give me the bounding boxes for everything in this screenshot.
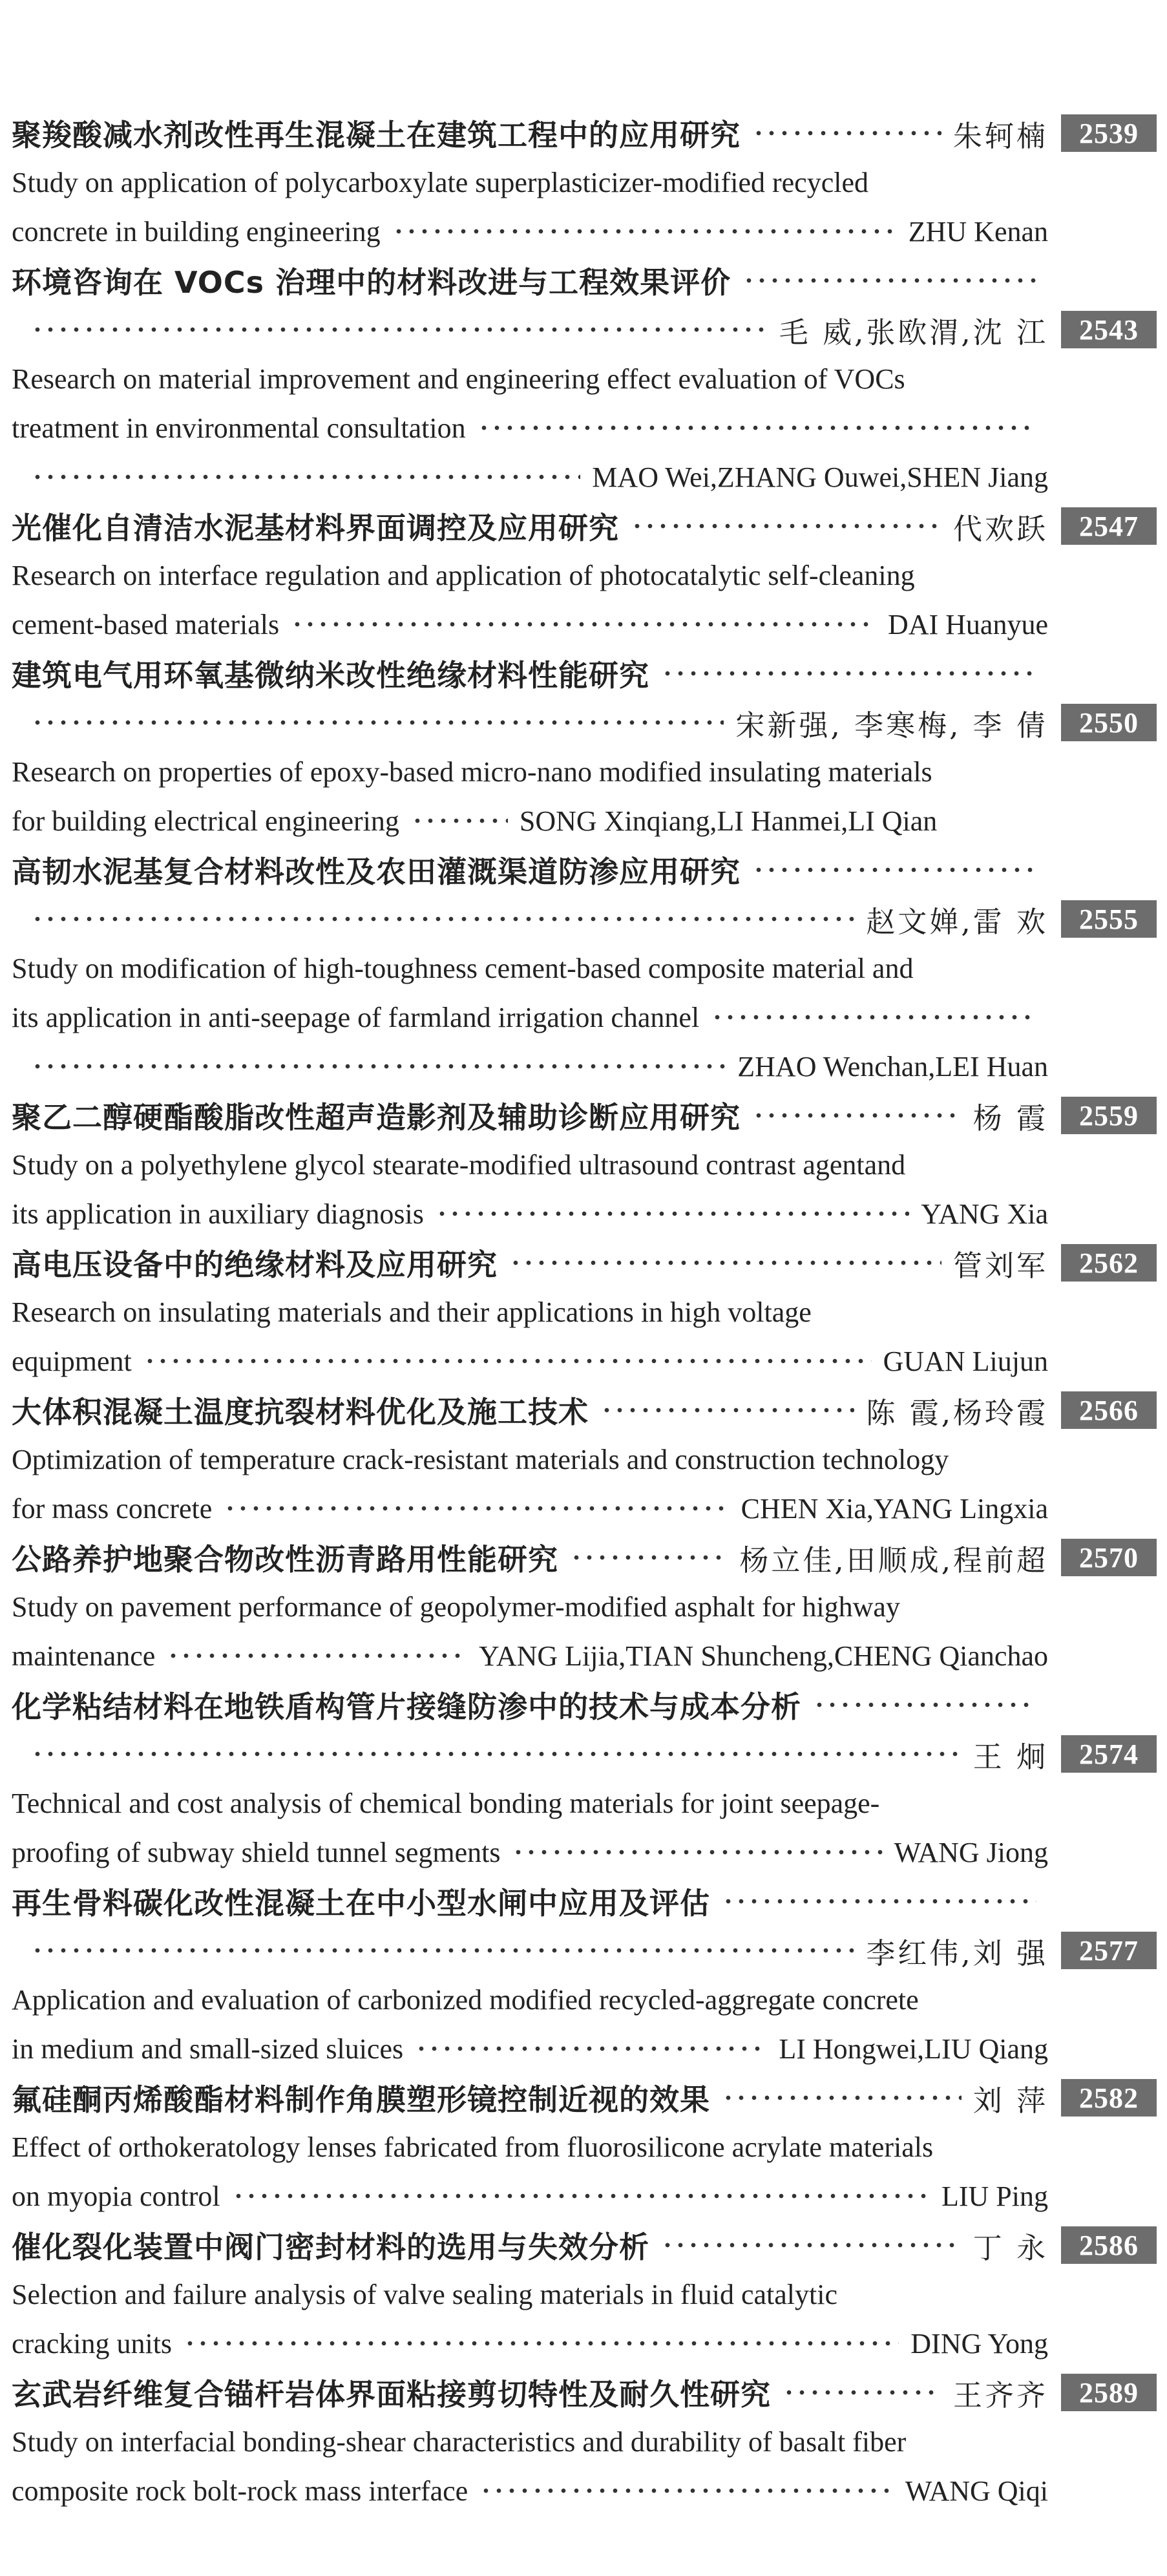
toc-en-line: [12, 2122, 1157, 2171]
page-number-badge: 2566: [1061, 1391, 1157, 1429]
toc-en-line: [12, 452, 1157, 501]
zh-authors: 杨立佳,田顺成,程前超: [739, 1543, 1048, 1578]
dot-leader: [184, 2340, 899, 2347]
en-title: Selection and failure analysis of valve sealing materials in fluid catalytic: [12, 2278, 837, 2310]
en-authors: LIU Ping: [941, 2180, 1048, 2212]
page-number-badge: 2539: [1061, 114, 1157, 152]
toc-en-line: [12, 1140, 1157, 1189]
toc-zh-line: [12, 894, 1157, 944]
zh-authors: 刘 萍: [972, 2083, 1048, 2118]
zh-authors: 赵文婵,雷 欢: [866, 904, 1048, 939]
dot-leader: [509, 1260, 941, 1266]
toc-en-line: [12, 1779, 1157, 1828]
zh-title: 聚乙二醇硬酯酸脂改性超声造影剂及辅助诊断应用研究: [12, 1100, 741, 1135]
en-title: proofing of subway shield tunnel segments: [12, 1836, 501, 1868]
toc-zh-line: [12, 256, 1157, 305]
toc-en-line: [12, 1042, 1157, 1091]
en-authors: MAO Wei,ZHANG Ouwei,SHEN Jiang: [592, 461, 1048, 493]
dot-leader: [661, 670, 1036, 677]
en-title: its application in anti-seepage of farmland irrigation channel: [12, 1001, 700, 1033]
zh-title: 再生骨料碳化改性混凝土在中小型水闸中应用及评估: [12, 1886, 710, 1921]
zh-authors: 杨 霞: [972, 1101, 1048, 1135]
en-title: Study on application of polycarboxylate superplasticizer-modified recycled: [12, 166, 868, 198]
dot-leader: [752, 1112, 962, 1119]
en-authors: WANG Jiong: [894, 1836, 1048, 1868]
dot-leader: [31, 1947, 854, 1954]
toc-en-line: [12, 1484, 1157, 1533]
page-number-badge: 2577: [1061, 1932, 1157, 1969]
toc-entry: [12, 2073, 1157, 2221]
zh-authors: 毛 威,张欧渭,沈 江: [779, 315, 1048, 350]
zh-authors: 朱轲楠: [952, 118, 1048, 153]
en-authors: LI Hongwei,LIU Qiang: [779, 2032, 1048, 2065]
zh-title: 化学粘结材料在地铁盾构管片接缝防渗中的技术与成本分析: [12, 1689, 801, 1724]
en-authors: WANG Qiqi: [905, 2475, 1048, 2507]
en-title: Research on insulating materials and their applications in high voltage: [12, 1296, 812, 1328]
dot-leader: [742, 277, 1036, 284]
dot-leader: [722, 2095, 962, 2101]
dot-leader: [631, 523, 941, 529]
dot-leader: [411, 818, 508, 824]
en-authors: YANG Lijia,TIAN Shuncheng,CHENG Qianchao: [478, 1640, 1048, 1672]
toc-en-line: [12, 1975, 1157, 2024]
en-authors: CHEN Xia,YANG Lingxia: [741, 1492, 1048, 1525]
toc-entry: [12, 1091, 1157, 1238]
en-title: Study on modification of high-toughness cement-based composite material and: [12, 952, 914, 984]
toc-entry: [12, 649, 1157, 845]
dot-leader: [600, 1407, 854, 1413]
zh-authors: 陈 霞,杨玲霞: [866, 1395, 1048, 1430]
dot-leader: [783, 2389, 941, 2396]
dot-leader: [143, 1358, 872, 1364]
toc-zh-line: [12, 1729, 1157, 1779]
zh-authors: 王 炯: [972, 1739, 1048, 1774]
toc-en-line: [12, 1582, 1157, 1631]
en-title: equipment: [12, 1345, 132, 1377]
page-number-badge: 2589: [1061, 2374, 1157, 2411]
toc-en-line: [12, 1336, 1157, 1386]
toc-en-line: [12, 403, 1157, 452]
toc-en-line: [12, 158, 1157, 207]
zh-title: 光催化自清洁水泥基材料界面调控及应用研究: [12, 511, 619, 545]
toc-en-line: [12, 354, 1157, 403]
toc-entry: [12, 2368, 1157, 2515]
zh-title: 高电压设备中的绝缘材料及应用研究: [12, 1247, 498, 1282]
toc-en-line: [12, 2024, 1157, 2073]
zh-authors: 代欢跃: [952, 511, 1048, 546]
toc-entry: [12, 109, 1157, 256]
en-title: for building electrical engineering: [12, 805, 399, 837]
toc-en-line: [12, 2171, 1157, 2221]
zh-authors: 李红伟,刘 强: [866, 1936, 1048, 1970]
toc-zh-line: [12, 109, 1157, 158]
toc-en-line: [12, 207, 1157, 256]
zh-title: 氟硅酮丙烯酸酯材料制作角膜塑形镜控制近视的效果: [12, 2082, 710, 2117]
en-title: composite rock bolt-rock mass interface: [12, 2475, 468, 2507]
zh-title: 大体积混凝土温度抗裂材料优化及施工技术: [12, 1395, 589, 1430]
toc-zh-line: [12, 649, 1157, 698]
en-title: Optimization of temperature crack-resistant materials and construction technology: [12, 1443, 949, 1475]
toc-en-line: [12, 600, 1157, 649]
zh-title: 玄武岩纤维复合锚杆岩体界面粘接剪切特性及耐久性研究: [12, 2377, 771, 2412]
toc-en-line: [12, 2466, 1157, 2515]
toc-zh-line: [12, 2368, 1157, 2417]
zh-title: 公路养护地聚合物改性沥青路用性能研究: [12, 1542, 558, 1577]
en-title: treatment in environmental consultation: [12, 412, 466, 444]
toc-en-line: [12, 1631, 1157, 1680]
en-title: Study on a polyethylene glycol stearate-modified ultrasound contrast agentand: [12, 1148, 906, 1181]
toc-zh-line: [12, 1533, 1157, 1582]
toc-zh-line: [12, 845, 1157, 894]
zh-title: 环境咨询在 VOCs 治理中的材料改进与工程效果评价: [12, 265, 731, 300]
en-title: cracking units: [12, 2327, 173, 2360]
page-number-badge: 2562: [1061, 1244, 1157, 1282]
en-title: concrete in building engineering: [12, 215, 381, 248]
en-title: Research on properties of epoxy-based micro-nano modified insulating materials: [12, 755, 932, 788]
dot-leader: [661, 2242, 962, 2248]
en-title: Technical and cost analysis of chemical bonding materials for joint seepage-: [12, 1787, 880, 1819]
dot-leader: [722, 1898, 1036, 1905]
toc-en-line: [12, 2417, 1157, 2466]
dot-leader: [512, 1849, 882, 1855]
en-title: Research on material improvement and engineering effect evaluation of VOCs: [12, 363, 905, 395]
toc-zh-line: [12, 1926, 1157, 1975]
toc-entry: [12, 1680, 1157, 1877]
en-title: for mass concrete: [12, 1492, 213, 1525]
toc-entry: [12, 1238, 1157, 1386]
toc-zh-line: [12, 1091, 1157, 1140]
toc-zh-line: [12, 1238, 1157, 1287]
en-title: Application and evaluation of carbonized modified recycled-aggregate concrete: [12, 1983, 919, 2016]
en-authors: SONG Xinqiang,LI Hanmei,LI Qian: [519, 805, 938, 837]
toc-en-line: [12, 993, 1157, 1042]
en-authors: ZHAO Wenchan,LEI Huan: [737, 1050, 1048, 1082]
toc-zh-line: [12, 501, 1157, 551]
zh-title: 高韧水泥基复合材料改性及农田灌溉渠道防渗应用研究: [12, 854, 741, 889]
dot-leader: [479, 2487, 894, 2494]
zh-authors: 管刘军: [952, 1248, 1048, 1283]
toc-zh-line: [12, 698, 1157, 747]
dot-leader: [291, 621, 876, 628]
page-number-badge: 2582: [1061, 2079, 1157, 2117]
toc-entry: [12, 1386, 1157, 1533]
toc-en-line: [12, 2319, 1157, 2368]
page-number-badge: 2547: [1061, 507, 1157, 545]
dot-leader: [392, 228, 897, 235]
zh-title: 催化裂化装置中阀门密封材料的选用与失效分析: [12, 2230, 649, 2265]
dot-leader: [31, 474, 580, 480]
dot-leader: [232, 2193, 930, 2199]
toc-zh-line: [12, 1386, 1157, 1435]
toc-zh-line: [12, 1680, 1157, 1729]
toc-en-line: [12, 2270, 1157, 2319]
en-authors: YANG Xia: [921, 1198, 1048, 1230]
en-authors: GUAN Liujun: [883, 1345, 1048, 1377]
dot-leader: [224, 1505, 729, 1512]
dot-leader: [436, 1210, 909, 1217]
dot-leader: [31, 1063, 726, 1070]
toc-entry: [12, 1533, 1157, 1680]
zh-authors: 宋新强, 李寒梅, 李 倩: [735, 708, 1048, 743]
dot-leader: [813, 1702, 1036, 1708]
toc-zh-line: [12, 305, 1157, 354]
toc-en-line: [12, 944, 1157, 993]
toc-entry: [12, 2221, 1157, 2368]
zh-authors: 丁 永: [972, 2230, 1048, 2265]
toc-zh-line: [12, 1877, 1157, 1926]
dot-leader: [31, 1751, 962, 1757]
toc-zh-line: [12, 2073, 1157, 2122]
en-title: Effect of orthokeratology lenses fabricated from fluorosilicone acrylate materials: [12, 2131, 934, 2163]
page-number-badge: 2586: [1061, 2226, 1157, 2264]
dot-leader: [31, 719, 724, 726]
dot-leader: [478, 425, 1036, 431]
en-authors: ZHU Kenan: [908, 215, 1048, 248]
dot-leader: [415, 2045, 767, 2052]
toc-en-line: [12, 1435, 1157, 1484]
page-number-badge: 2555: [1061, 900, 1157, 938]
dot-leader: [167, 1652, 467, 1659]
en-title: cement-based materials: [12, 608, 280, 640]
toc-entry: [12, 1877, 1157, 2073]
toc-entry: [12, 256, 1157, 501]
toc-en-line: [12, 796, 1157, 845]
zh-authors: 王齐齐: [952, 2378, 1048, 2412]
en-authors: DING Yong: [910, 2327, 1048, 2360]
page-number-badge: 2570: [1061, 1539, 1157, 1576]
en-title: Research on interface regulation and application of photocatalytic self-cleaning: [12, 559, 915, 591]
toc-entry: [12, 845, 1157, 1091]
zh-title: 建筑电气用环氧基微纳米改性绝缘材料性能研究: [12, 658, 649, 693]
toc-entry: [12, 501, 1157, 649]
dot-leader: [752, 130, 941, 136]
dot-leader: [711, 1014, 1036, 1020]
en-title: maintenance: [12, 1640, 156, 1672]
dot-leader: [31, 326, 768, 333]
toc-zh-line: [12, 2221, 1157, 2270]
dot-leader: [570, 1554, 728, 1561]
toc-en-line: [12, 1828, 1157, 1877]
en-title: on myopia control: [12, 2180, 220, 2212]
en-title: its application in auxiliary diagnosis: [12, 1198, 424, 1230]
page-number-badge: 2574: [1061, 1735, 1157, 1773]
en-title: Study on pavement performance of geopolymer-modified asphalt for highway: [12, 1590, 900, 1623]
zh-title: 聚羧酸减水剂改性再生混凝土在建筑工程中的应用研究: [12, 118, 741, 153]
en-title: in medium and small-sized sluices: [12, 2032, 404, 2065]
toc-en-line: [12, 551, 1157, 600]
dot-leader: [752, 867, 1036, 873]
toc-en-line: [12, 1189, 1157, 1238]
page-number-badge: 2543: [1061, 311, 1157, 348]
en-title: Study on interfacial bonding-shear characteristics and durability of basalt fiber: [12, 2425, 907, 2458]
toc-en-line: [12, 1287, 1157, 1336]
page-number-badge: 2550: [1061, 704, 1157, 741]
page-number-badge: 2559: [1061, 1097, 1157, 1134]
en-authors: DAI Huanyue: [887, 608, 1048, 640]
toc-en-line: [12, 747, 1157, 796]
dot-leader: [31, 916, 854, 922]
table-of-contents: [12, 109, 1157, 2515]
